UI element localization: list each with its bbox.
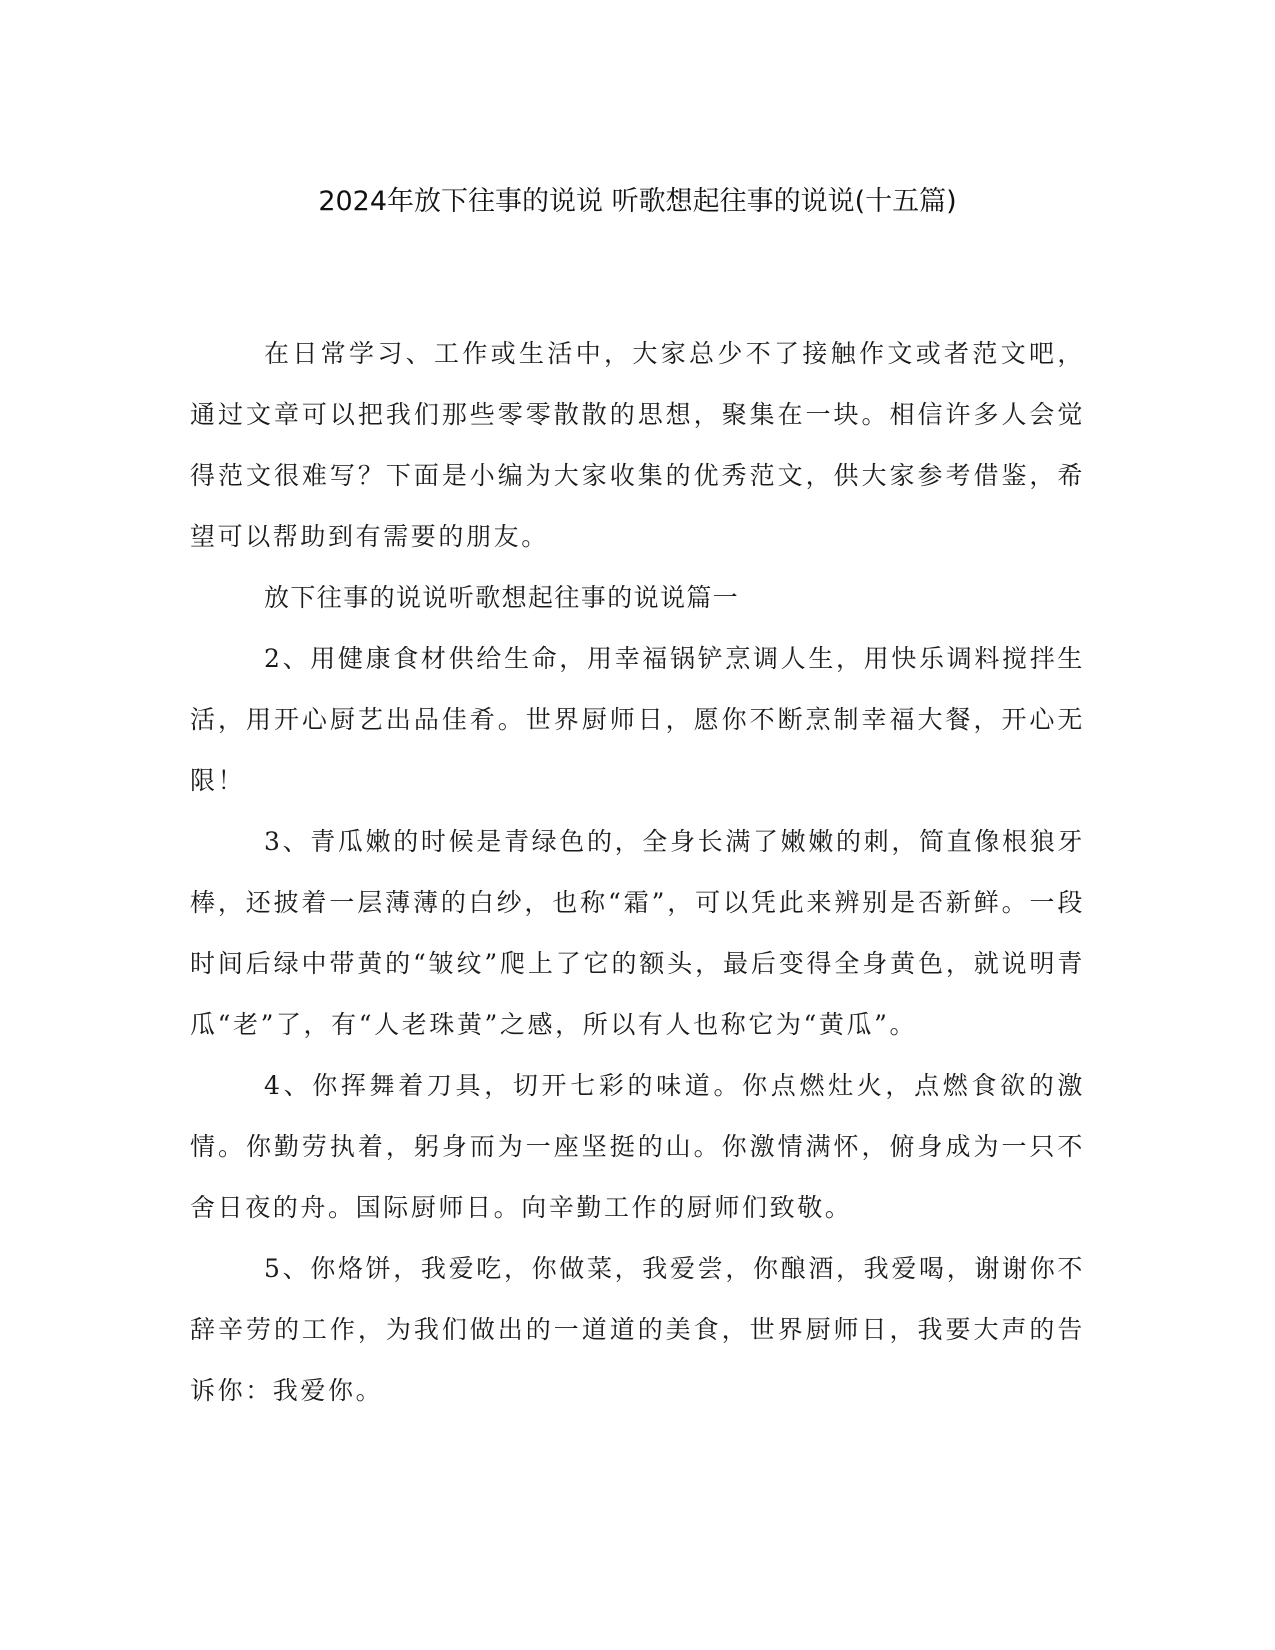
section-heading: 放下往事的说说听歌想起往事的说说篇一 <box>264 583 740 612</box>
item-paragraph-3: 3、青瓜嫩的时候是青绿色的，全身长满了嫩嫩的刺，简直像根狼牙棒，还披着一层薄薄的白纱，也称“霜”，可以凭此来辨别是否新鲜。一段时间后绿中带黄的“皱纹”爬上了它的额头，最后变得全身黄色，就说明青瓜“老”了，有“人老珠黄”之感，所以有人也称它为“黄瓜”。 <box>190 827 1085 1039</box>
item-paragraph-2: 2、用健康食材供给生命，用幸福锅铲烹调人生，用快乐调料搅拌生活，用开心厨艺出品佳肴。世界厨师日，愿你不断烹制幸福大餐，开心无限！ <box>190 644 1085 795</box>
item-paragraph-5: 5、你烙饼，我爱吃，你做菜，我爱尝，你酿酒，我爱喝，谢谢你不辞辛劳的工作，为我们做出的一道道的美食，世界厨师日，我要大声的告诉你：我爱你。 <box>190 1254 1085 1405</box>
document-title: 2024年放下往事的说说 听歌想起往事的说说(十五篇) <box>318 186 957 217</box>
intro-paragraph: 在日常学习、工作或生活中，大家总少不了接触作文或者范文吧，通过文章可以把我们那些零零散散的思想，聚集在一块。相信许多人会觉得范文很难写？下面是小编为大家收集的优秀范文，供大家参考借鉴，希望可以帮助到有需要的朋友。 <box>190 339 1085 551</box>
item-paragraph-4: 4、你挥舞着刀具，切开七彩的味道。你点燃灶火，点燃食欲的激情。你勤劳执着，躬身而为一座坚挺的山。你激情满怀，俯身成为一只不舍日夜的舟。国际厨师日。向辛勤工作的厨师们致敬。 <box>190 1071 1085 1222</box>
document-body <box>190 323 1085 1421</box>
